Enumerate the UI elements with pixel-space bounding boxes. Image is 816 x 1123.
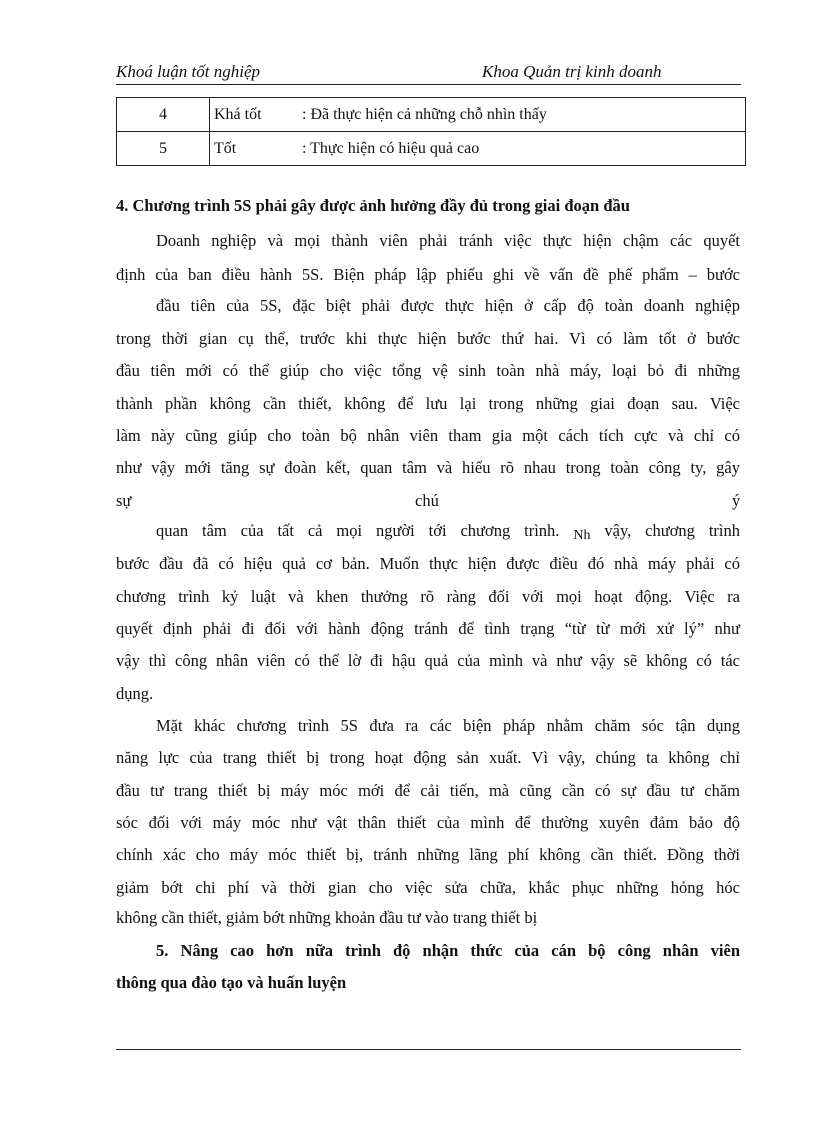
section-5-title-cont: thông qua đào tạo và huấn luyện (116, 973, 347, 992)
row-level: Tốt (214, 139, 237, 157)
spread-word: sự (116, 491, 132, 510)
spread-word: ý (732, 491, 741, 510)
paragraph-line: chính xác cho máy móc thiết bị, tránh những lãng phí không cần thiết. Đồng thời (116, 845, 740, 864)
paragraph-line: quyết định phải đi đối với hành động tránh để tình trạng “từ từ mới xử lý” như (116, 619, 740, 638)
paragraph-line: giảm bớt chi phí và thời gian cho việc sửa chữa, khắc phục những hỏng hóc (116, 878, 740, 897)
paragraph-line: sóc đối với máy móc như vật thân thiết của mình để thường xuyên đảm bảo độ (116, 813, 740, 832)
row-level: Khá tốt (214, 105, 262, 123)
paragraph-line: không cần thiết, giảm bớt những khoản đầu tư vào trang thiết bị (116, 908, 538, 927)
text-fragment: quan tâm của tất cả mọi người tới chương trình. (156, 521, 560, 540)
page-header (116, 62, 741, 85)
row-number: 5 (117, 132, 210, 166)
paragraph-line: vậy thì công nhân viên có thể lờ đi hậu quả của mình và như vậy sẽ không có tác (116, 651, 740, 670)
table-row (117, 132, 746, 166)
paragraph-line: bước đầu đã có hiệu quả cơ bản. Muốn thực hiện được điều đó nhà máy phải có (116, 554, 740, 573)
paragraph-line: làm này cũng giúp cho toàn bộ nhân viên tham gia một cách tích cực và chỉ có (116, 426, 740, 445)
header-left: Khoá luận tốt nghiệp (116, 62, 261, 81)
text-fragment: Nh (573, 528, 591, 543)
row-description: : Đã thực hiện cả những chỗ nhìn thấy (302, 105, 547, 123)
table-row (117, 98, 746, 132)
paragraph-line: chương trình kỷ luật và khen thưởng rõ ràng đối với mọi hoạt động. Việc ra (116, 587, 740, 606)
paragraph-line: đầu tư trang thiết bị máy móc mới để cải tiến, mà cũng cần có sự đầu tư chăm (116, 781, 740, 800)
spread-words-line (116, 491, 740, 513)
paragraph-line: năng lực của trang thiết bị trong hoạt động sản xuất. Vì vậy, chúng ta không chỉ (116, 748, 740, 767)
paragraph-line: thành phần không cần thiết, không để lưu lại trong những giai đoạn sau. Việc (116, 394, 740, 413)
row-description: : Thực hiện có hiệu quả cao (302, 139, 480, 157)
paragraph-line: như vậy mới tăng sự đoàn kết, quan tâm và hiểu rõ nhau trong toàn công ty, gây (116, 458, 740, 477)
text-fragment: vậy, chương trình (604, 521, 740, 540)
row-content (210, 98, 746, 132)
paragraph-line: Doanh nghiệp và mọi thành viên phải tránh việc thực hiện chậm các quyết (156, 231, 740, 250)
header-right: Khoa Quản trị kinh doanh (482, 62, 662, 81)
rating-table (116, 97, 746, 166)
paragraph-line (156, 521, 740, 541)
row-content (210, 132, 746, 166)
paragraph-line: Mặt khác chương trình 5S đưa ra các biện pháp nhằm chăm sóc tận dụng (156, 716, 740, 735)
section-4-title: 4. Chương trình 5S phải gây được ảnh hưởng đầy đủ trong giai đoạn đầu (116, 196, 630, 215)
section-5-title: 5. Nâng cao hơn nữa trình độ nhận thức của cán bộ công nhân viên (156, 941, 740, 960)
footer-rule (116, 1049, 741, 1050)
paragraph-line: dụng. (116, 684, 154, 703)
paragraph-line: đầu tiên mới có thể giúp cho việc tổng vệ sinh toàn nhà máy, loại bỏ đi những (116, 361, 740, 380)
row-number: 4 (117, 98, 210, 132)
paragraph-line: trong thời gian cụ thể, trước khi thực hiện bước thứ hai. Vì có làm tốt ở bước (116, 329, 740, 348)
paragraph-line: đầu tiên của 5S, đặc biệt phải được thực hiện ở cấp độ toàn doanh nghiệp (156, 296, 740, 315)
spread-word: chú (415, 491, 439, 510)
paragraph-line: định của ban điều hành 5S. Biện pháp lập phiếu ghi về vấn đề phế phẩm – bước (116, 265, 740, 284)
